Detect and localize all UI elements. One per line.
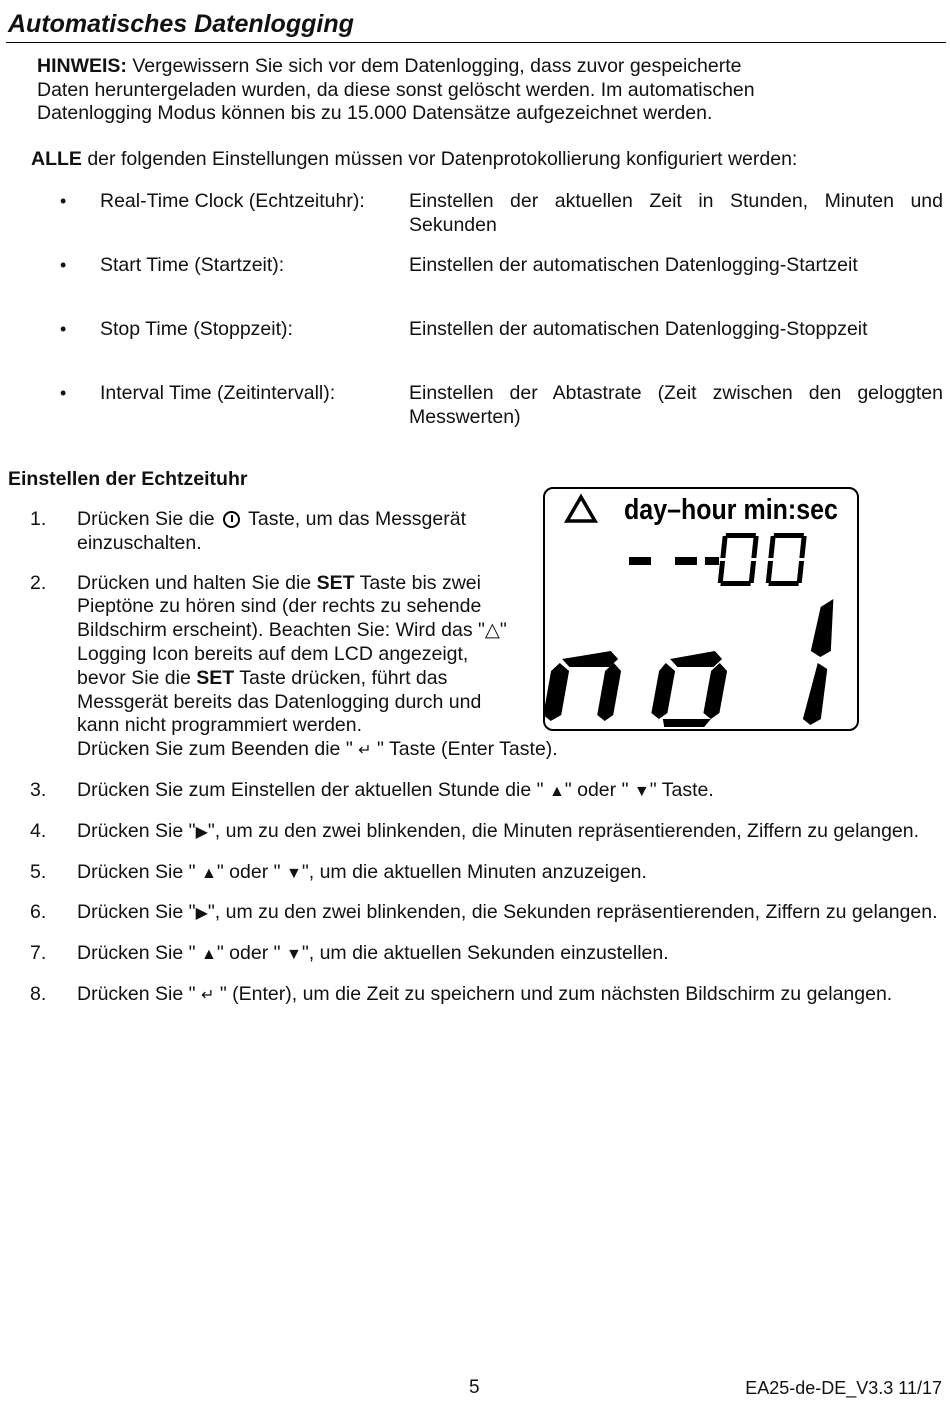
setting-description: Einstellen der automatischen Datenlogging-Stoppzeit [409, 318, 868, 340]
step-text-part: Drücken Sie zum Beenden die " [77, 738, 353, 761]
setting-name: Stop Time (Stoppzeit): [100, 318, 293, 340]
bullet-icon: • [60, 191, 67, 211]
lcd-display-illustration [543, 487, 859, 731]
step-text-part: Drücken Sie " [77, 819, 196, 842]
note-line-2: Daten heruntergeladen wurden, da diese sonst gelöscht werden. Im automatischen [37, 78, 755, 101]
step-item [30, 861, 945, 886]
step-text-continued [77, 738, 945, 763]
step-text-part: " Taste (Enter Taste). [377, 738, 558, 761]
step-text [77, 983, 945, 1008]
section-heading: Einstellen der Echtzeituhr [8, 468, 248, 490]
step-text-part: ", um zu den zwei blinkenden, die Minuten repräsentierenden, Ziffern zu gelangen. [207, 819, 920, 842]
note-label: HINWEIS: [37, 55, 127, 77]
step-text [77, 508, 522, 556]
bullet-icon: • [60, 383, 67, 403]
step-text-part: " (Enter), um die Zeit zu speichern und zum nächsten Bildschirm zu gelangen. [219, 982, 893, 1005]
step-text-part: Drücken Sie " [77, 901, 196, 924]
note-paragraph [37, 55, 827, 126]
setting-name: Start Time (Startzeit): [100, 254, 285, 276]
step-item [30, 942, 945, 967]
step-number: 2. [30, 571, 47, 594]
lcd-digit-zero [717, 533, 759, 586]
step-number: 1. [30, 508, 47, 530]
step-number: 5. [30, 860, 47, 883]
lcd-header-text: day–hour min:sec [624, 493, 838, 526]
settings-intro [31, 148, 797, 171]
step-text-part: " oder " [216, 942, 281, 965]
bullet-icon: • [60, 319, 67, 339]
step-text-part: Drücken und halten Sie die [77, 571, 317, 594]
alle-text: der folgenden Einstellungen müssen vor Datenprotokollierung konfiguriert werden: [81, 148, 798, 170]
step-text-part: " oder " [216, 860, 281, 883]
lcd-letter-o [650, 651, 729, 727]
up-arrow-icon: ▲ [548, 782, 565, 800]
up-arrow-icon: ▲ [200, 864, 217, 882]
enter-icon: ↵ [200, 986, 215, 1004]
step-text-part: ", um die aktuellen Sekunden einzustellen. [301, 942, 669, 965]
step-text-part: " Logging Icon bereits auf dem LCD angezeigt, bevor Sie die [77, 619, 507, 689]
note-line-3: Datenlogging Modus können bis zu 15.000 Datensätze aufgezeichnet werden. [37, 102, 713, 124]
step-text-part: Drücken Sie die [77, 508, 215, 530]
lcd-letter-n [545, 651, 623, 721]
step-item [30, 983, 945, 1008]
lcd-dash [705, 557, 719, 565]
step-text-part: Taste, um das Messgerät einzuschalten. [77, 508, 466, 554]
setting-name: Real-Time Clock (Echtzeituhr): [100, 190, 365, 212]
step-text [77, 820, 945, 845]
step-text-part: ", um die aktuellen Minuten anzuzeigen. [301, 860, 647, 883]
logging-icon: △ [484, 619, 500, 642]
step-text-part: " oder " [564, 778, 629, 801]
step-item [30, 820, 945, 845]
alle-bold: ALLE [31, 148, 82, 170]
step-text [77, 779, 945, 804]
setting-item [60, 317, 943, 365]
step-text-part: Taste bis zwei Pieptöne zu hören sind (der rechts zu sehende Bildschirm erscheint). Beachten Sie: Wird das " [77, 571, 485, 642]
step-item [30, 901, 945, 926]
setting-description: Einstellen der aktuellen Zeit in Stunden, Minuten und Sekunden [409, 190, 943, 236]
setting-item [60, 253, 943, 301]
logging-triangle-icon [567, 497, 595, 521]
right-arrow-icon: ▶ [195, 905, 208, 923]
settings-list [60, 189, 943, 445]
setting-item [60, 189, 943, 237]
step-number: 3. [30, 778, 47, 801]
step-number: 4. [30, 819, 47, 842]
page-number: 5 [469, 1377, 480, 1398]
lcd-digit-zero [765, 533, 807, 586]
document-id: EA25-de-DE_V3.3 11/17 [745, 1378, 942, 1398]
step-text-part: " Taste. [649, 778, 714, 801]
step-text-part: Taste drücken, führt das Messgerät bereits das Datenlogging durch und kann nicht programmiert werden. [77, 666, 482, 737]
lcd-digit-one [802, 599, 835, 725]
title-rule [6, 42, 946, 43]
setting-item [60, 381, 943, 429]
lcd-svg [545, 489, 857, 729]
setting-description: Einstellen der automatischen Datenlogging-Startzeit [409, 254, 858, 276]
step-text-part: Drücken Sie zum Einstellen der aktuellen Stunde die " [77, 778, 544, 801]
lcd-dash [629, 557, 651, 565]
setting-name: Interval Time (Zeitintervall): [100, 382, 336, 404]
step-number: 8. [30, 982, 47, 1005]
step-text-part: Drücken Sie " [77, 982, 196, 1005]
bullet-icon: • [60, 255, 67, 275]
right-arrow-icon: ▶ [195, 823, 208, 841]
step-text-part: ", um zu den zwei blinkenden, die Sekunden repräsentierenden, Ziffern zu gelangen. [207, 901, 938, 924]
power-icon [223, 511, 240, 528]
page-title: Automatisches Datenlogging [8, 10, 354, 38]
step-text [77, 861, 945, 886]
down-arrow-icon: ▼ [285, 864, 302, 882]
setting-description: Einstellen der Abtastrate (Zeit zwischen den geloggten Messwerten) [409, 382, 943, 428]
step-item [30, 779, 945, 804]
step-text [77, 572, 522, 739]
down-arrow-icon: ▼ [633, 782, 650, 800]
step-number: 6. [30, 901, 47, 924]
enter-icon: ↵ [358, 742, 372, 760]
down-arrow-icon: ▼ [285, 946, 302, 964]
lcd-dash [675, 557, 697, 565]
step-text-part: Drücken Sie " [77, 942, 196, 965]
step-text-part: Drücken Sie " [77, 860, 196, 883]
up-arrow-icon: ▲ [200, 946, 217, 964]
set-key-label: SET [196, 666, 235, 689]
step-text [77, 901, 945, 926]
note-line-1: Vergewissern Sie sich vor dem Datenlogging, dass zuvor gespeicherte [126, 55, 742, 77]
step-text [77, 942, 945, 967]
step-number: 7. [30, 942, 47, 965]
set-key-label: SET [316, 571, 355, 594]
